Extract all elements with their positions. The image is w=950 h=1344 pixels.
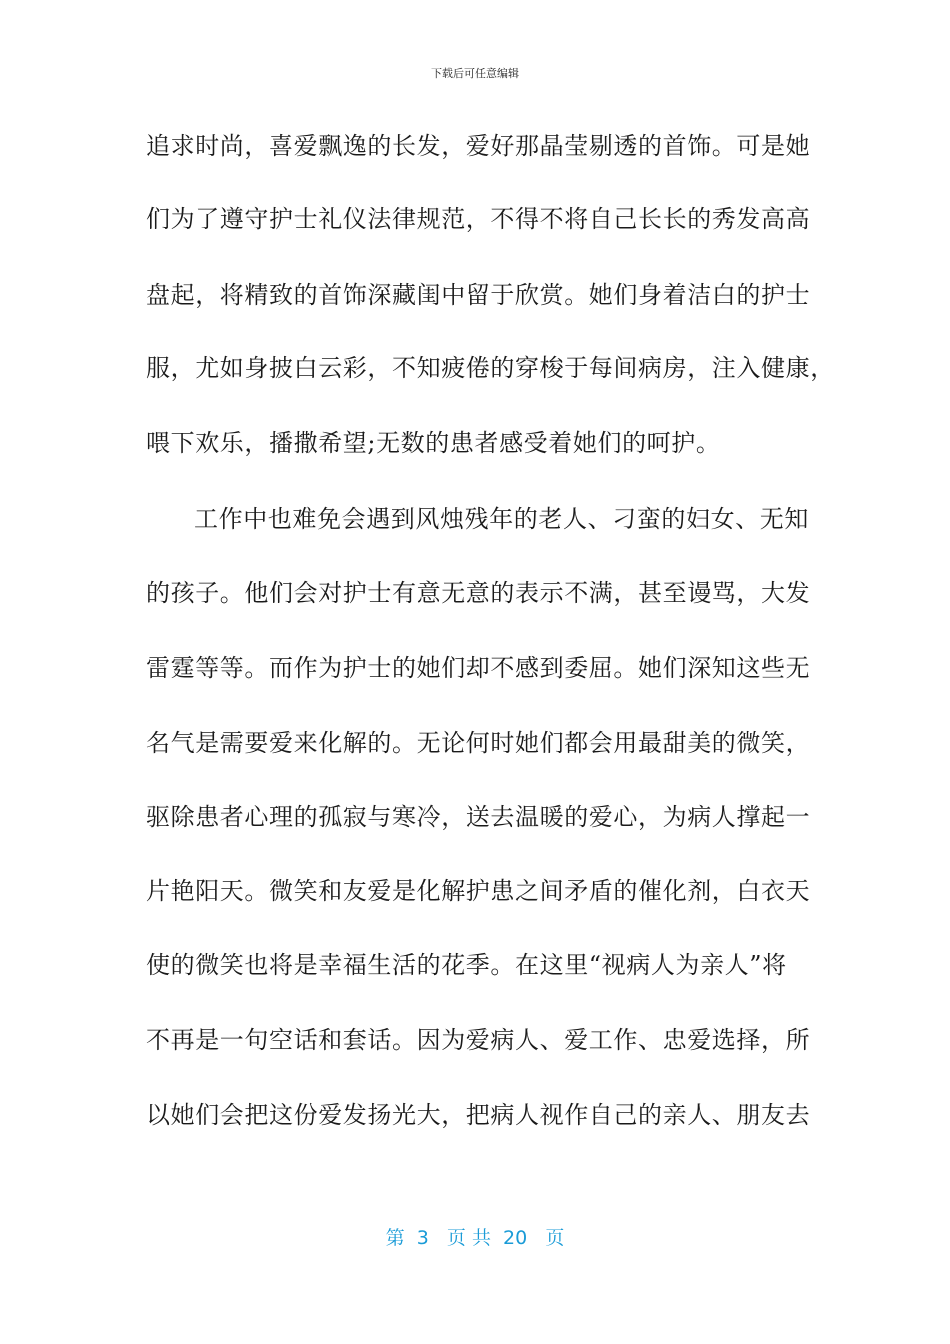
page-number-footer: 第 3 页 共 20 页 xyxy=(385,1227,565,1249)
paragraph-1-line-4: 服，尤如身披白云彩，不知疲倦的穿梭于每间病房，注入健康， xyxy=(146,354,835,382)
page-header-note: 下载后可任意编辑 xyxy=(431,67,519,80)
paragraph-2-line-6: 片艳阳天。微笑和友爱是化解护患之间矛盾的催化剂，白衣天 xyxy=(146,877,811,905)
paragraph-2-line-8: 不再是一句空话和套话。因为爱病人、爱工作、忠爱选择，所 xyxy=(146,1026,811,1054)
paragraph-2-line-5: 驱除患者心理的孤寂与寒冷，送去温暖的爱心，为病人撑起一 xyxy=(146,803,811,831)
paragraph-2-line-4: 名气是需要爱来化解的。无论何时她们都会用最甜美的微笑， xyxy=(146,729,811,757)
paragraph-2-line-7: 使的微笑也将是幸福生活的花季。在这里“视病人为亲人”将 xyxy=(146,951,787,979)
paragraph-1-line-5: 喂下欢乐，播撒希望;无数的患者感受着她们的呵护。 xyxy=(146,429,721,457)
paragraph-2-line-3: 雷霆等等。而作为护士的她们却不感到委屈。她们深知这些无 xyxy=(146,654,811,682)
paragraph-1-line-3: 盘起，将精致的首饰深藏闺中留于欣赏。她们身着洁白的护士 xyxy=(146,281,811,309)
paragraph-1-line-1: 追求时尚，喜爱飘逸的长发，爱好那晶莹剔透的首饰。可是她 xyxy=(146,132,811,160)
paragraph-1-line-2: 们为了遵守护士礼仪法律规范，不得不将自己长长的秀发高高 xyxy=(146,205,811,233)
paragraph-2-line-9: 以她们会把这份爱发扬光大，把病人视作自己的亲人、朋友去 xyxy=(146,1101,811,1129)
paragraph-2-line-2: 的孩子。他们会对护士有意无意的表示不满，甚至谩骂，大发 xyxy=(146,579,811,607)
paragraph-2-line-1: 工作中也难免会遇到风烛残年的老人、刁蛮的妇女、无知 xyxy=(194,505,809,533)
